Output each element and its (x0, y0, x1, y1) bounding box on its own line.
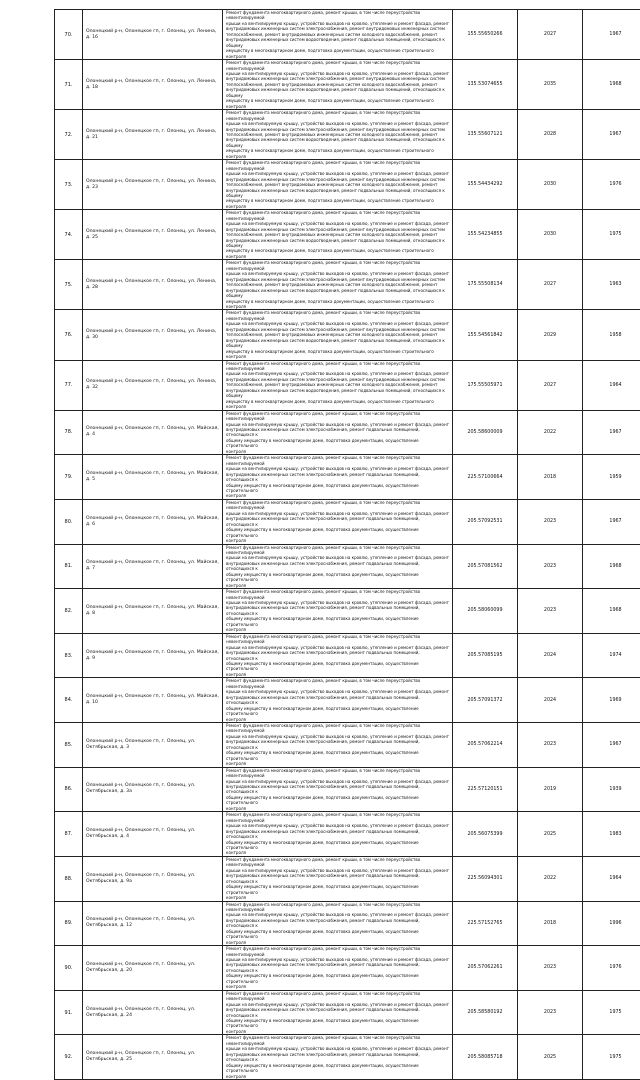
planned-year-cell: 2023 (518, 499, 583, 544)
address-cell: Олонецкий р-н, Олонецкое гп, г. Олонец, ул. Майская, д. 8 (83, 589, 223, 634)
planned-year-cell: 2029 (518, 310, 583, 360)
works-cell: Ремонт фундамента многоквартирного дома, ремонт крыши, в том числе переустройство невентилируемой крыши на вентилируемую крышу, устройство выходов на кровлю, утепление и ремонт фасада, ремонт внутридомовых инженерных систем электроснабжения, ремонт подвальных помещений, относящихся к общему имуществу в многоквартирном доме, подготовка документации, осуществление строительного контроля (223, 678, 453, 723)
planned-year-cell: 2027 (518, 360, 583, 410)
commission-year-cell: 1969 (583, 678, 640, 723)
row-number-cell: 91. (55, 990, 83, 1035)
works-cell: Ремонт фундамента многоквартирного дома, ремонт крыши, в том числе переустройство невентилируемой крыши на вентилируемую крышу, устройство выходов на кровлю, утепление и ремонт фасада, ремонт внутридомовых инженерных систем электроснабжения, ремонт подвальных помещений, относящихся к общему имуществу в многоквартирном доме, подготовка документации, осуществление строительного контроля (223, 990, 453, 1035)
planned-year-cell: 2028 (518, 110, 583, 160)
row-number-cell: 92. (55, 1035, 83, 1080)
commission-year-cell: 1967 (583, 410, 640, 455)
cost-cell: 205.58580192 (453, 990, 518, 1035)
works-cell: Ремонт фундамента многоквартирного дома, ремонт крыши, в том числе переустройство невентилируемой крыши на вентилируемую крышу, устройство выходов на кровлю, утепление и ремонт фасада, ремонт внутридомовых инженерных систем электроснабжения, ремонт внутридомовых инженерных систем теплоснабжения, ремонт внутридомовых инженерных систем холодного водоснабжения, ремонт внутридомовых инженерных систем водоотведения, ремонт подвальных помещений, относящихся к общему имуществу в многоквартирном доме, подготовка документации, осуществление строительного контроля (223, 260, 453, 310)
address-cell: Олонецкий р-н, Олонецкое гп, г. Олонец, ул. Ленина, д. 18 (83, 60, 223, 110)
row-number-cell: 81. (55, 544, 83, 589)
address-cell: Олонецкий р-н, Олонецкое гп, г. Олонец, ул. Майская, д. 9 (83, 633, 223, 678)
table-body (55, 10, 640, 1080)
address-cell: Олонецкий р-н, Олонецкое гп, г. Олонец, ул. Октябрьская, д. 9а (83, 856, 223, 901)
table-row (55, 946, 640, 991)
table-row (55, 210, 640, 260)
planned-year-cell: 2022 (518, 410, 583, 455)
works-cell: Ремонт фундамента многоквартирного дома, ремонт крыши, в том числе переустройство невентилируемой крыши на вентилируемую крышу, устройство выходов на кровлю, утепление и ремонт фасада, ремонт внутридомовых инженерных систем электроснабжения, ремонт внутридомовых инженерных систем теплоснабжения, ремонт внутридомовых инженерных систем холодного водоснабжения, ремонт внутридомовых инженерных систем водоотведения, ремонт подвальных помещений, относящихся к общему имуществу в многоквартирном доме, подготовка документации, осуществление строительного контроля (223, 210, 453, 260)
commission-year-cell: 1967 (583, 110, 640, 160)
cost-cell: 135.53074655 (453, 60, 518, 110)
commission-year-cell: 1964 (583, 360, 640, 410)
planned-year-cell: 2023 (518, 544, 583, 589)
cost-cell: 205.57085195 (453, 633, 518, 678)
row-number-cell: 85. (55, 723, 83, 768)
address-cell: Олонецкий р-н, Олонецкое гп, г. Олонец, ул. Октябрьская, д. 25 (83, 1035, 223, 1080)
planned-year-cell: 2035 (518, 60, 583, 110)
address-cell: Олонецкий р-н, Олонецкое гп, г. Олонец, ул. Октябрьская, д. 12 (83, 901, 223, 946)
planned-year-cell: 2025 (518, 1035, 583, 1080)
cost-cell: 155.54434292 (453, 160, 518, 210)
table-row (55, 10, 640, 60)
row-number-cell: 70. (55, 10, 83, 60)
table-row (55, 633, 640, 678)
address-cell: Олонецкий р-н, Олонецкое гп, г. Олонец, ул. Октябрьская, д. 3а (83, 767, 223, 812)
planned-year-cell: 2019 (518, 767, 583, 812)
works-cell: Ремонт фундамента многоквартирного дома, ремонт крыши, в том числе переустройство невентилируемой крыши на вентилируемую крышу, устройство выходов на кровлю, утепление и ремонт фасада, ремонт внутридомовых инженерных систем электроснабжения, ремонт внутридомовых инженерных систем теплоснабжения, ремонт внутридомовых инженерных систем холодного водоснабжения, ремонт внутридомовых инженерных систем водоотведения, ремонт подвальных помещений, относящихся к общему имуществу в многоквартирном доме, подготовка документации, осуществление строительного контроля (223, 160, 453, 210)
commission-year-cell: 1959 (583, 455, 640, 500)
table-row (55, 901, 640, 946)
commission-year-cell: 1974 (583, 633, 640, 678)
planned-year-cell: 2025 (518, 812, 583, 857)
table-row (55, 723, 640, 768)
cost-cell: 175.55508134 (453, 260, 518, 310)
cost-cell: 225.57100664 (453, 455, 518, 500)
commission-year-cell: 1939 (583, 767, 640, 812)
row-number-cell: 78. (55, 410, 83, 455)
planned-year-cell: 2018 (518, 901, 583, 946)
cost-cell: 205.58060099 (453, 589, 518, 634)
planned-year-cell: 2023 (518, 990, 583, 1035)
row-number-cell: 88. (55, 856, 83, 901)
address-cell: Олонецкий р-н, Олонецкое гп, г. Олонец, ул. Октябрьская, д. 3 (83, 723, 223, 768)
commission-year-cell: 1976 (583, 946, 640, 991)
cost-cell: 225.57152765 (453, 901, 518, 946)
address-cell: Олонецкий р-н, Олонецкое гп, г. Олонец, ул. Майская, д. 6 (83, 499, 223, 544)
commission-year-cell: 1975 (583, 1035, 640, 1080)
row-number-cell: 75. (55, 260, 83, 310)
row-number-cell: 83. (55, 633, 83, 678)
works-cell: Ремонт фундамента многоквартирного дома, ремонт крыши, в том числе переустройство невентилируемой крыши на вентилируемую крышу, устройство выходов на кровлю, утепление и ремонт фасада, ремонт внутридомовых инженерных систем электроснабжения, ремонт подвальных помещений, относящихся к общему имуществу в многоквартирном доме, подготовка документации, осуществление строительного контроля (223, 812, 453, 857)
planned-year-cell: 2030 (518, 210, 583, 260)
works-cell: Ремонт фундамента многоквартирного дома, ремонт крыши, в том числе переустройство невентилируемой крыши на вентилируемую крышу, устройство выходов на кровлю, утепление и ремонт фасада, ремонт внутридомовых инженерных систем электроснабжения, ремонт подвальных помещений, относящихся к общему имуществу в многоквартирном доме, подготовка документации, осуществление строительного контроля (223, 723, 453, 768)
cost-cell: 205.57091372 (453, 678, 518, 723)
cost-cell: 225.57120151 (453, 767, 518, 812)
cost-cell: 225.56094301 (453, 856, 518, 901)
row-number-cell: 73. (55, 160, 83, 210)
cost-cell: 135.55607121 (453, 110, 518, 160)
works-cell: Ремонт фундамента многоквартирного дома, ремонт крыши, в том числе переустройство невентилируемой крыши на вентилируемую крышу, устройство выходов на кровлю, утепление и ремонт фасада, ремонт внутридомовых инженерных систем электроснабжения, ремонт внутридомовых инженерных систем теплоснабжения, ремонт внутридомовых инженерных систем холодного водоснабжения, ремонт внутридомовых инженерных систем водоотведения, ремонт подвальных помещений, относящихся к общему имуществу в многоквартирном доме, подготовка документации, осуществление строительного контроля (223, 10, 453, 60)
commission-year-cell: 1964 (583, 856, 640, 901)
works-cell: Ремонт фундамента многоквартирного дома, ремонт крыши, в том числе переустройство невентилируемой крыши на вентилируемую крышу, устройство выходов на кровлю, утепление и ремонт фасада, ремонт внутридомовых инженерных систем электроснабжения, ремонт подвальных помещений, относящихся к общему имуществу в многоквартирном доме, подготовка документации, осуществление строительного контроля (223, 856, 453, 901)
address-cell: Олонецкий р-н, Олонецкое гп, г. Олонец, ул. Ленина, д. 28 (83, 260, 223, 310)
planned-year-cell: 2022 (518, 856, 583, 901)
address-cell: Олонецкий р-н, Олонецкое гп, г. Олонец, ул. Ленина, д. 30 (83, 310, 223, 360)
row-number-cell: 71. (55, 60, 83, 110)
row-number-cell: 72. (55, 110, 83, 160)
cost-cell: 205.56075399 (453, 812, 518, 857)
document-page (54, 9, 606, 1080)
row-number-cell: 77. (55, 360, 83, 410)
works-cell: Ремонт фундамента многоквартирного дома, ремонт крыши, в том числе переустройство невентилируемой крыши на вентилируемую крышу, устройство выходов на кровлю, утепление и ремонт фасада, ремонт внутридомовых инженерных систем электроснабжения, ремонт подвальных помещений, относящихся к общему имуществу в многоквартирном доме, подготовка документации, осуществление строительного контроля (223, 544, 453, 589)
address-cell: Олонецкий р-н, Олонецкое гп, г. Олонец, ул. Майская, д. 4 (83, 410, 223, 455)
address-cell: Олонецкий р-н, Олонецкое гп, г. Олонец, ул. Майская, д. 5 (83, 455, 223, 500)
cost-cell: 155.54234855 (453, 210, 518, 260)
table-row (55, 455, 640, 500)
works-cell: Ремонт фундамента многоквартирного дома, ремонт крыши, в том числе переустройство невентилируемой крыши на вентилируемую крышу, устройство выходов на кровлю, утепление и ремонт фасада, ремонт внутридомовых инженерных систем электроснабжения, ремонт внутридомовых инженерных систем теплоснабжения, ремонт внутридомовых инженерных систем холодного водоснабжения, ремонт внутридомовых инженерных систем водоотведения, ремонт подвальных помещений, относящихся к общему имуществу в многоквартирном доме, подготовка документации, осуществление строительного контроля (223, 60, 453, 110)
commission-year-cell: 1968 (583, 60, 640, 110)
table-row (55, 544, 640, 589)
cost-cell: 155.55650266 (453, 10, 518, 60)
table-row (55, 310, 640, 360)
commission-year-cell: 1968 (583, 544, 640, 589)
row-number-cell: 90. (55, 946, 83, 991)
table-row (55, 812, 640, 857)
planned-year-cell: 2023 (518, 723, 583, 768)
address-cell: Олонецкий р-н, Олонецкое гп, г. Олонец, ул. Майская, д. 10 (83, 678, 223, 723)
row-number-cell: 80. (55, 499, 83, 544)
table-row (55, 160, 640, 210)
commission-year-cell: 1963 (583, 260, 640, 310)
address-cell: Олонецкий р-н, Олонецкое гп, г. Олонец, ул. Октябрьская, д. 4 (83, 812, 223, 857)
table-row (55, 767, 640, 812)
planned-year-cell: 2018 (518, 455, 583, 500)
row-number-cell: 79. (55, 455, 83, 500)
cost-cell: 205.57062261 (453, 946, 518, 991)
planned-year-cell: 2024 (518, 633, 583, 678)
table-row (55, 60, 640, 110)
works-cell: Ремонт фундамента многоквартирного дома, ремонт крыши, в том числе переустройство невентилируемой крыши на вентилируемую крышу, устройство выходов на кровлю, утепление и ремонт фасада, ремонт внутридомовых инженерных систем электроснабжения, ремонт подвальных помещений, относящихся к общему имуществу в многоквартирном доме, подготовка документации, осуществление строительного контроля (223, 1035, 453, 1080)
row-number-cell: 76. (55, 310, 83, 360)
address-cell: Олонецкий р-н, Олонецкое гп, г. Олонец, ул. Ленина, д. 21 (83, 110, 223, 160)
row-number-cell: 87. (55, 812, 83, 857)
table-row (55, 990, 640, 1035)
commission-year-cell: 1975 (583, 210, 640, 260)
planned-year-cell: 2030 (518, 160, 583, 210)
commission-year-cell: 1967 (583, 499, 640, 544)
table-row (55, 410, 640, 455)
cost-cell: 205.57081562 (453, 544, 518, 589)
planned-year-cell: 2024 (518, 678, 583, 723)
works-cell: Ремонт фундамента многоквартирного дома, ремонт крыши, в том числе переустройство невентилируемой крыши на вентилируемую крышу, устройство выходов на кровлю, утепление и ремонт фасада, ремонт внутридомовых инженерных систем электроснабжения, ремонт внутридомовых инженерных систем теплоснабжения, ремонт внутридомовых инженерных систем холодного водоснабжения, ремонт внутридомовых инженерных систем водоотведения, ремонт подвальных помещений, относящихся к общему имуществу в многоквартирном доме, подготовка документации, осуществление строительного контроля (223, 310, 453, 360)
planned-year-cell: 2027 (518, 260, 583, 310)
cost-cell: 205.58600009 (453, 410, 518, 455)
address-cell: Олонецкий р-н, Олонецкое гп, г. Олонец, ул. Ленина, д. 23 (83, 160, 223, 210)
address-cell: Олонецкий р-н, Олонецкое гп, г. Олонец, ул. Майская, д. 7 (83, 544, 223, 589)
cost-cell: 155.54561842 (453, 310, 518, 360)
works-cell: Ремонт фундамента многоквартирного дома, ремонт крыши, в том числе переустройство невентилируемой крыши на вентилируемую крышу, устройство выходов на кровлю, утепление и ремонт фасада, ремонт внутридомовых инженерных систем электроснабжения, ремонт внутридомовых инженерных систем теплоснабжения, ремонт внутридомовых инженерных систем холодного водоснабжения, ремонт внутридомовых инженерных систем водоотведения, ремонт подвальных помещений, относящихся к общему имуществу в многоквартирном доме, подготовка документации, осуществление строительного контроля (223, 110, 453, 160)
planned-year-cell: 2027 (518, 10, 583, 60)
table-row (55, 110, 640, 160)
commission-year-cell: 1967 (583, 10, 640, 60)
commission-year-cell: 1968 (583, 589, 640, 634)
row-number-cell: 84. (55, 678, 83, 723)
table-row (55, 589, 640, 634)
cost-cell: 175.55505971 (453, 360, 518, 410)
works-cell: Ремонт фундамента многоквартирного дома, ремонт крыши, в том числе переустройство невентилируемой крыши на вентилируемую крышу, устройство выходов на кровлю, утепление и ремонт фасада, ремонт внутридомовых инженерных систем электроснабжения, ремонт подвальных помещений, относящихся к общему имуществу в многоквартирном доме, подготовка документации, осуществление строительного контроля (223, 946, 453, 991)
planned-year-cell: 2023 (518, 946, 583, 991)
address-cell: Олонецкий р-н, Олонецкое гп, г. Олонец, ул. Ленина, д. 25 (83, 210, 223, 260)
table-row (55, 678, 640, 723)
row-number-cell: 82. (55, 589, 83, 634)
row-number-cell: 74. (55, 210, 83, 260)
commission-year-cell: 1967 (583, 723, 640, 768)
works-cell: Ремонт фундамента многоквартирного дома, ремонт крыши, в том числе переустройство невентилируемой крыши на вентилируемую крышу, устройство выходов на кровлю, утепление и ремонт фасада, ремонт внутридомовых инженерных систем электроснабжения, ремонт подвальных помещений, относящихся к общему имуществу в многоквартирном доме, подготовка документации, осуществление строительного контроля (223, 901, 453, 946)
works-cell: Ремонт фундамента многоквартирного дома, ремонт крыши, в том числе переустройство невентилируемой крыши на вентилируемую крышу, устройство выходов на кровлю, утепление и ремонт фасада, ремонт внутридомовых инженерных систем электроснабжения, ремонт подвальных помещений, относящихся к общему имуществу в многоквартирном доме, подготовка документации, осуществление строительного контроля (223, 633, 453, 678)
works-cell: Ремонт фундамента многоквартирного дома, ремонт крыши, в том числе переустройство невентилируемой крыши на вентилируемую крышу, устройство выходов на кровлю, утепление и ремонт фасада, ремонт внутридомовых инженерных систем электроснабжения, ремонт подвальных помещений, относящихся к общему имуществу в многоквартирном доме, подготовка документации, осуществление строительного контроля (223, 499, 453, 544)
row-number-cell: 86. (55, 767, 83, 812)
table-row (55, 1035, 640, 1080)
address-cell: Олонецкий р-н, Олонецкое гп, г. Олонец, ул. Октябрьская, д. 20 (83, 946, 223, 991)
cost-cell: 205.57092531 (453, 499, 518, 544)
works-cell: Ремонт фундамента многоквартирного дома, ремонт крыши, в том числе переустройство невентилируемой крыши на вентилируемую крышу, устройство выходов на кровлю, утепление и ремонт фасада, ремонт внутридомовых инженерных систем электроснабжения, ремонт подвальных помещений, относящихся к общему имуществу в многоквартирном доме, подготовка документации, осуществление строительного контроля (223, 410, 453, 455)
works-cell: Ремонт фундамента многоквартирного дома, ремонт крыши, в том числе переустройство невентилируемой крыши на вентилируемую крышу, устройство выходов на кровлю, утепление и ремонт фасада, ремонт внутридомовых инженерных систем электроснабжения, ремонт подвальных помещений, относящихся к общему имуществу в многоквартирном доме, подготовка документации, осуществление строительного контроля (223, 455, 453, 500)
works-cell: Ремонт фундамента многоквартирного дома, ремонт крыши, в том числе переустройство невентилируемой крыши на вентилируемую крышу, устройство выходов на кровлю, утепление и ремонт фасада, ремонт внутридомовых инженерных систем электроснабжения, ремонт подвальных помещений, относящихся к общему имуществу в многоквартирном доме, подготовка документации, осуществление строительного контроля (223, 767, 453, 812)
works-cell: Ремонт фундамента многоквартирного дома, ремонт крыши, в том числе переустройство невентилируемой крыши на вентилируемую крышу, устройство выходов на кровлю, утепление и ремонт фасада, ремонт внутридомовых инженерных систем электроснабжения, ремонт подвальных помещений, относящихся к общему имуществу в многоквартирном доме, подготовка документации, осуществление строительного контроля (223, 589, 453, 634)
address-cell: Олонецкий р-н, Олонецкое гп, г. Олонец, ул. Ленина, д. 16 (83, 10, 223, 60)
commission-year-cell: 1958 (583, 310, 640, 360)
address-cell: Олонецкий р-н, Олонецкое гп, г. Олонец, ул. Октябрьская, д. 24 (83, 990, 223, 1035)
cost-cell: 205.57062214 (453, 723, 518, 768)
table-row (55, 499, 640, 544)
repair-program-table (54, 9, 640, 1080)
cost-cell: 205.58085718 (453, 1035, 518, 1080)
commission-year-cell: 1983 (583, 812, 640, 857)
commission-year-cell: 1996 (583, 901, 640, 946)
table-row (55, 360, 640, 410)
table-row (55, 856, 640, 901)
address-cell: Олонецкий р-н, Олонецкое гп, г. Олонец, ул. Ленина, д. 32 (83, 360, 223, 410)
planned-year-cell: 2023 (518, 589, 583, 634)
commission-year-cell: 1975 (583, 990, 640, 1035)
works-cell: Ремонт фундамента многоквартирного дома, ремонт крыши, в том числе переустройство невентилируемой крыши на вентилируемую крышу, устройство выходов на кровлю, утепление и ремонт фасада, ремонт внутридомовых инженерных систем электроснабжения, ремонт внутридомовых инженерных систем теплоснабжения, ремонт внутридомовых инженерных систем холодного водоснабжения, ремонт внутридомовых инженерных систем водоотведения, ремонт подвальных помещений, относящихся к общему имуществу в многоквартирном доме, подготовка документации, осуществление строительного контроля (223, 360, 453, 410)
row-number-cell: 89. (55, 901, 83, 946)
table-row (55, 260, 640, 310)
commission-year-cell: 1976 (583, 160, 640, 210)
